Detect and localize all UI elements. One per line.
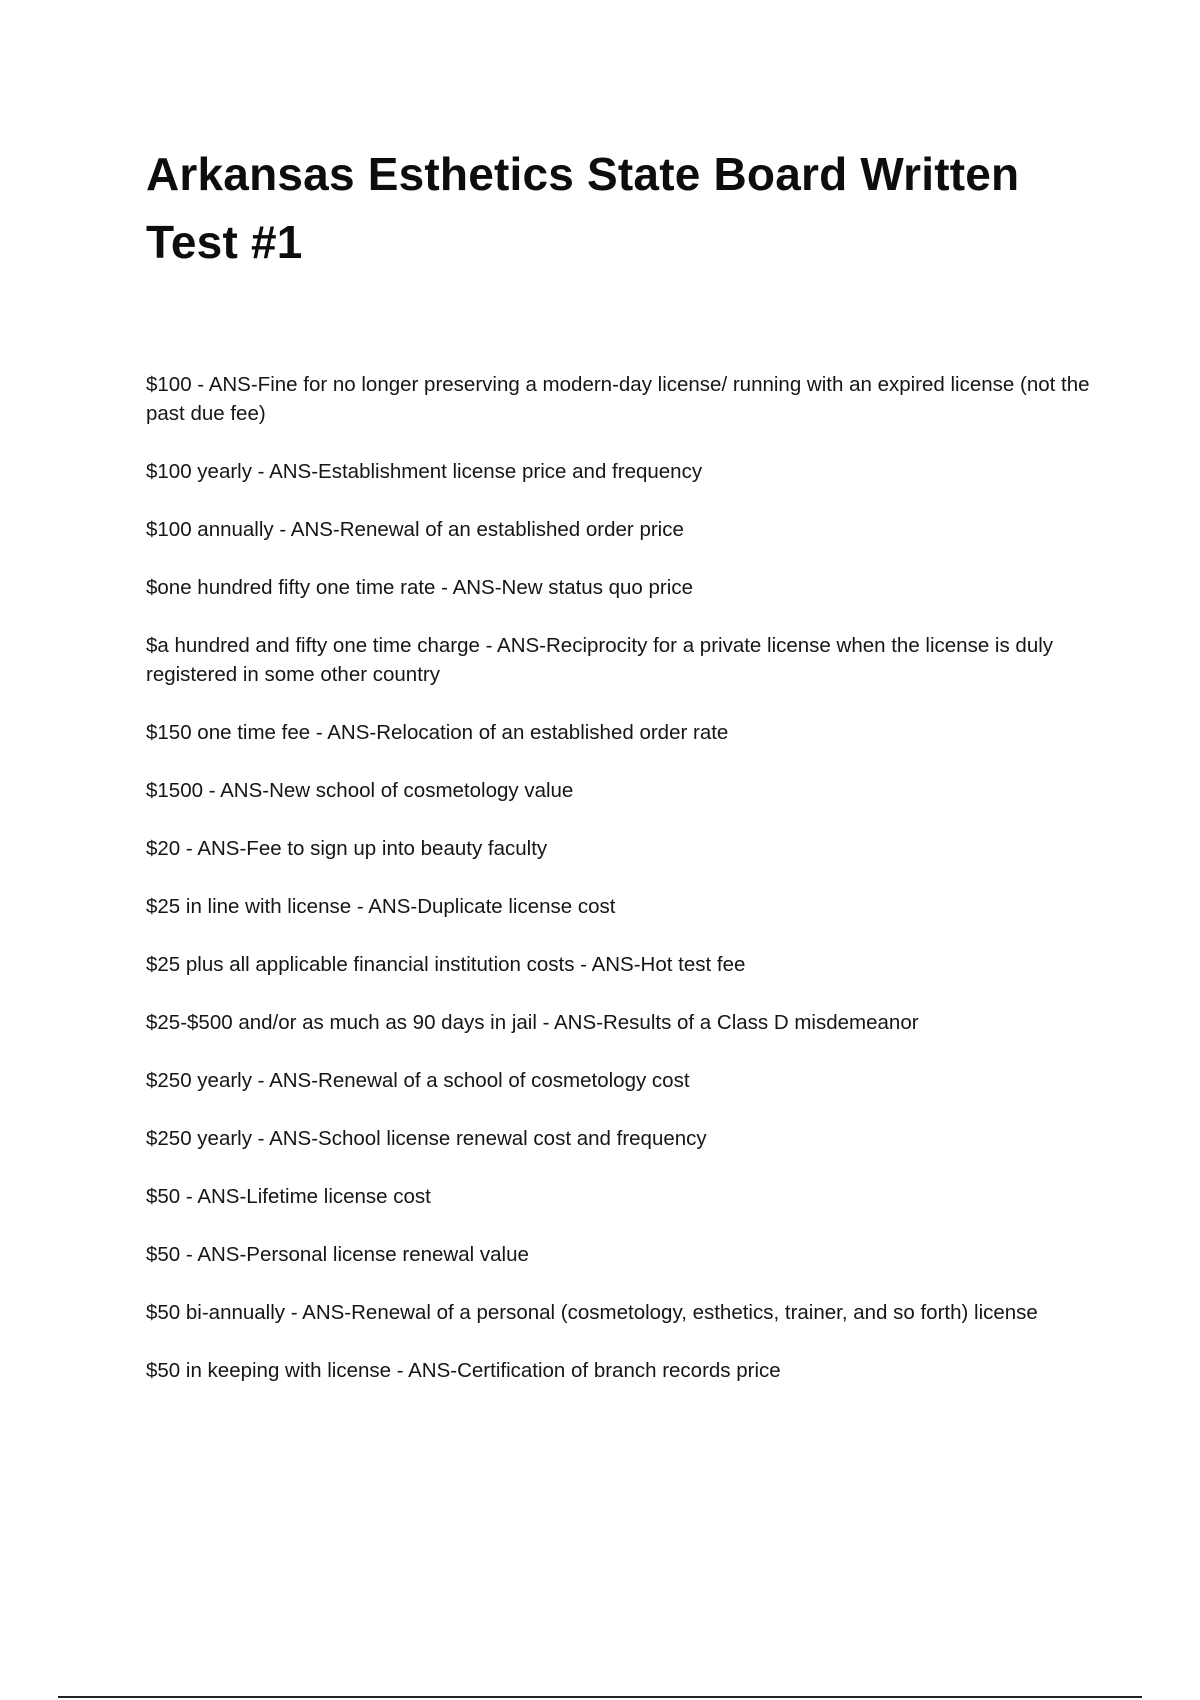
item-separator: - [180, 837, 198, 860]
item-separator: - [251, 1127, 270, 1150]
page-title: Arkansas Esthetics State Board Written Test #1 [146, 148, 1020, 268]
item-separator: - [180, 1185, 198, 1208]
item-answer: $100 yearly [146, 460, 252, 483]
item-answer: $150 one time fee [146, 721, 311, 744]
list-item [146, 457, 1096, 486]
list-item [146, 1240, 1096, 1269]
item-question: ANS-Personal license renewal value [197, 1243, 529, 1266]
item-separator: - [251, 1069, 270, 1092]
item-question: ANS-Reciprocity for a private license when the license is duly registered in some other country [146, 634, 1054, 686]
item-separator: - [285, 1301, 303, 1324]
item-answer: $250 yearly [146, 1127, 252, 1150]
item-separator: - [536, 1011, 554, 1034]
list-item [146, 631, 1096, 689]
list-item [146, 573, 1096, 602]
item-answer: $50 [146, 1185, 181, 1208]
item-question: ANS-Renewal of an established order price [290, 518, 684, 541]
list-item [146, 515, 1096, 544]
qa-list [146, 370, 1096, 1414]
list-item [146, 1008, 1096, 1037]
item-question: ANS-Establishment license price and frequency [269, 460, 703, 483]
item-question: ANS-Renewal of a personal (cosmetology, esthetics, trainer, and so forth) license [302, 1301, 1038, 1324]
item-question: ANS-Lifetime license cost [197, 1185, 431, 1208]
item-separator: - [391, 1359, 409, 1382]
item-answer: $20 [146, 837, 181, 860]
item-question: ANS-School license renewal cost and frequency [269, 1127, 707, 1150]
item-separator: - [251, 460, 270, 483]
item-question: ANS-Fee to sign up into beauty faculty [197, 837, 548, 860]
list-item [146, 1124, 1096, 1153]
item-separator: - [310, 721, 328, 744]
item-answer: $one hundred fifty one time rate [146, 576, 436, 599]
item-question: ANS-Duplicate license cost [368, 895, 616, 918]
item-answer: $1500 [146, 779, 204, 802]
item-answer: $50 in keeping with license [146, 1359, 392, 1382]
item-separator: - [180, 1243, 198, 1266]
item-answer: $25-$500 and/or as much as 90 days in jail [146, 1011, 537, 1034]
item-separator: - [479, 634, 498, 657]
item-answer: $50 [146, 1243, 181, 1266]
list-item [146, 834, 1096, 863]
item-question: ANS-Relocation of an established order rate [327, 721, 729, 744]
item-question: ANS-Renewal of a school of cosmetology cost [269, 1069, 690, 1092]
item-question: ANS-Results of a Class D misdemeanor [553, 1011, 919, 1034]
item-separator: - [203, 779, 221, 802]
item-question: ANS-New school of cosmetology value [220, 779, 574, 802]
item-separator: - [435, 576, 453, 599]
item-separator: - [351, 895, 369, 918]
list-item [146, 1066, 1096, 1095]
item-question: ANS-Certification of branch records price [408, 1359, 781, 1382]
item-question: ANS-Hot test fee [591, 953, 746, 976]
item-question: ANS-Fine for no longer preserving a modern-day license/ running with an expired license (not the past due fee) [146, 373, 1090, 425]
list-item [146, 950, 1096, 979]
item-answer: $50 bi-annually [146, 1301, 286, 1324]
list-item [146, 1182, 1096, 1211]
item-separator: - [574, 953, 592, 976]
item-answer: $100 annually [146, 518, 274, 541]
item-answer: $a hundred and fifty one time charge [146, 634, 480, 657]
list-item [146, 1356, 1096, 1385]
item-question: ANS-New status quo price [452, 576, 693, 599]
item-separator: - [273, 518, 291, 541]
item-answer: $25 plus all applicable financial institution costs [146, 953, 575, 976]
footer-divider [58, 1696, 1142, 1698]
list-item [146, 892, 1096, 921]
list-item [146, 1298, 1096, 1327]
item-answer: $25 in line with license [146, 895, 352, 918]
item-answer: $250 yearly [146, 1069, 252, 1092]
list-item [146, 718, 1096, 747]
list-item [146, 370, 1096, 428]
item-answer: $100 [146, 373, 192, 396]
item-separator: - [191, 373, 209, 396]
list-item [146, 776, 1096, 805]
